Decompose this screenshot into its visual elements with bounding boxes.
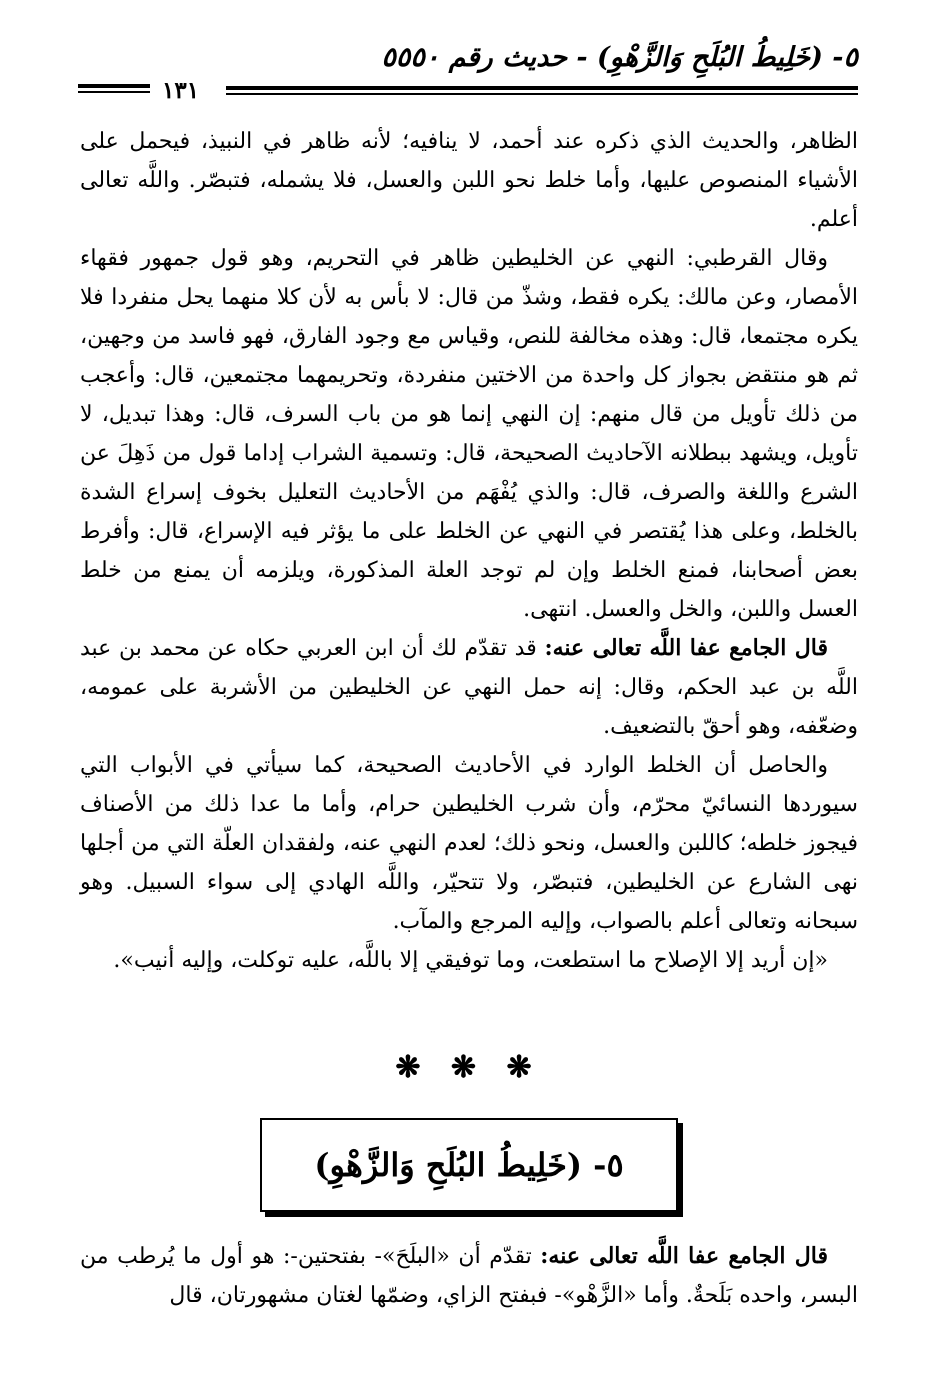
header-rule-right xyxy=(226,86,858,98)
chapter-title: ٥- (خَلِيطُ البُلَحِ وَالزَّهْوِ) xyxy=(314,1146,624,1184)
paragraph-continuation xyxy=(80,122,858,239)
chapter-heading-box xyxy=(260,1118,678,1212)
section-separator: ❋ ❋ ❋ xyxy=(395,1050,542,1085)
paragraph-quran-quote xyxy=(80,941,858,980)
paragraph-conclusion xyxy=(80,746,858,941)
page-number: ١٣١ xyxy=(162,77,200,104)
main-text xyxy=(80,122,858,980)
header-rule-left xyxy=(78,84,150,96)
paragraph-text: والحاصل أن الخلط الوارد في الأحاديث الصحيحة، كما سيأتي في الأبواب التي سيوردها النسائيّ محرّم، وأن شرب الخليطين حرام، وأما ما عدا ذلك من الأصناف فيجوز خلطه؛ كاللبن والعسل، ونحو ذلك؛ لعدم النهي عنه، ولفقدان العلّة التي من أجلها نهى الشارع عن الخليطين، فتبصّر، ولا تتحيّر، واللَّه الهادي إلى سواء السبيل. وهو سبحانه وتعالى أعلم بالصواب، وإليه المرجع والمآب. xyxy=(80,753,858,934)
paragraph-text: قد تقدّم لك أن ابن العربي حكاه عن محمد بن عبد اللَّه بن عبد الحكم، وقال: إنه حمل النهي عن الخليطين من الأشربة على عمومه، وضعّفه، وهو أحقّ بالتضعيف. xyxy=(80,636,858,739)
running-title: ٥- (خَلِيطُ البُلَحِ وَالزَّهْوِ) - حديث رقم ٥٥٥٠ xyxy=(381,42,858,73)
paragraph-chapter-intro xyxy=(80,1237,858,1315)
paragraph-text: تقدّم أن «البلَحَ»- بفتحتين-: هو أول ما يُرطب من البسر، واحده بَلَحةٌ. وأما «الزَّهْو»- فبفتح الزاي، وضمّها لغتان مشهورتان، قال xyxy=(80,1244,858,1308)
paragraph-text: الظاهر، والحديث الذي ذكره عند أحمد، لا ينافيه؛ لأنه ظاهر في النبيذ، فيحمل على الأشياء المنصوص عليها، وأما خلط نحو اللبن والعسل، فلا يشمله، فتبصّر. واللَّه تعالى أعلم. xyxy=(80,129,858,232)
paragraph-text: «إن أريد إلا الإصلاح ما استطعت، وما توفيقي إلا باللَّه، عليه توكلت، وإليه أنيب». xyxy=(113,948,828,973)
paragraph-lead: قال الجامع عفا اللَّه تعالى عنه: xyxy=(540,1243,828,1269)
paragraph-jami-note xyxy=(80,629,858,746)
chapter-text xyxy=(80,1237,858,1315)
page-header xyxy=(78,34,858,104)
paragraph-qurtubi xyxy=(80,239,858,629)
paragraph-text: وقال القرطبي: النهي عن الخليطين ظاهر في التحريم، وهو قول جمهور فقهاء الأمصار، وعن مالك: يكره فقط، وشذّ من قال: لا بأس به لأن كلا منهما يحل منفردا فلا يكره مجتمعا، قال: وهذه مخالفة للنص، وقياس مع وجود الفارق، فهو فاسد من وجهين، ثم هو منتقض بجواز كل واحدة من الاختين منفردة، وتحريمهما مجتمعين، قال: وأعجب من ذلك تأويل من قال منهم: إن النهي إنما هو من باب السرف، قال: وهذا تبديل، لا تأويل، ويشهد ببطلانه الآحاديث الصحيحة، قال: وتسمية الشراب إداما قول من ذَهِلَ عن الشرع واللغة والصرف، قال: والذي يُفْهَم من الأحاديث التعليل بخوف إسراع الشدة بالخلط، وعلى هذا يُقتصر في النهي عن الخلط على ما يؤثر فيه الإسراع، قال: وأفرط بعض أصحابنا، فمنع الخلط وإن لم توجد العلة المذكورة، ويلزمه أن يمنع من خلط العسل واللبن، والخل والعسل. انتهى. xyxy=(80,246,859,622)
paragraph-lead: قال الجامع عفا اللَّه تعالى عنه: xyxy=(544,635,828,661)
